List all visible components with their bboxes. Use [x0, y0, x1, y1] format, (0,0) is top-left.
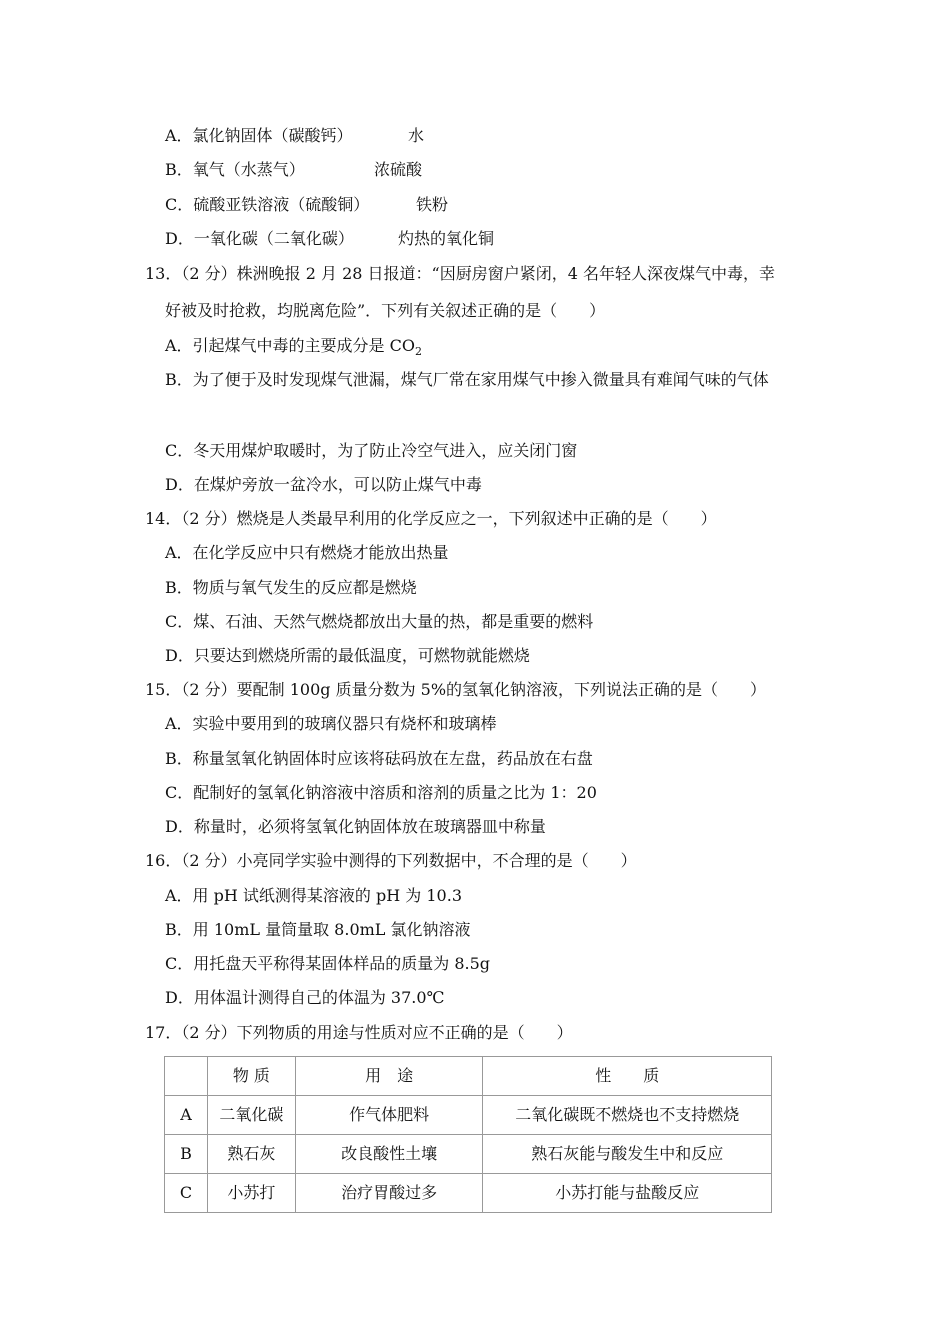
q17-row-property: 小苏打能与盐酸反应 [483, 1174, 772, 1213]
q13-option-c: C．冬天用煤炉取暖时，为了防止冷空气进入，应关闭门窗 [165, 441, 578, 460]
q17-row-property: 熟石灰能与酸发生中和反应 [483, 1135, 772, 1174]
q13-stem-line1: 13．（2 分）株洲晚报 2 月 28 日报道：“因厨房窗户紧闭，4 名年轻人深夜煤气中毒，幸 [145, 264, 775, 283]
q17-header-use: 用 途 [295, 1057, 483, 1096]
q17-row-use: 治疗胃酸过多 [295, 1174, 483, 1213]
q16-stem: 16．（2 分）小亮同学实验中测得的下列数据中，不合理的是（ ） [145, 851, 637, 870]
q12-option-c: C．硫酸亚铁溶液（硫酸铜） [165, 195, 370, 214]
q12-option-c-reagent: 铁粉 [416, 195, 449, 214]
q17-row-use: 改良酸性土壤 [295, 1135, 483, 1174]
q14-option-c: C．煤、石油、天然气燃烧都放出大量的热，都是重要的燃料 [165, 612, 594, 631]
q12-option-a-reagent: 水 [408, 126, 425, 145]
q14-stem: 14．（2 分）燃烧是人类最早利用的化学反应之一，下列叙述中正确的是（ ） [145, 509, 717, 528]
table-row [165, 1096, 772, 1135]
q15-option-b: B．称量氢氧化钠固体时应该将砝码放在左盘，药品放在右盘 [165, 749, 593, 768]
q17-header-blank [165, 1057, 208, 1096]
q12-option-d: D．一氧化碳（二氧化碳） [165, 229, 354, 248]
q14-option-d: D．只要达到燃烧所需的最低温度，可燃物就能燃烧 [165, 646, 530, 665]
q17-header-property: 性 质 [483, 1057, 772, 1096]
q12-option-b: B．氧气（水蒸气） [165, 160, 305, 179]
q17-table-header-row [165, 1057, 772, 1096]
q16-option-d: D．用体温计测得自己的体温为 37.0℃ [165, 988, 445, 1007]
q17-row-label: B [165, 1135, 208, 1174]
q12-option-b-reagent: 浓硫酸 [374, 160, 423, 179]
q12-option-d-reagent: 灼热的氧化铜 [398, 229, 495, 248]
q17-row-substance: 二氧化碳 [207, 1096, 295, 1135]
q16-option-b: B．用 10mL 量筒量取 8.0mL 氯化钠溶液 [165, 920, 471, 939]
q13-option-a [165, 336, 423, 359]
table-row [165, 1174, 772, 1213]
q17-row-substance: 熟石灰 [207, 1135, 295, 1174]
q17-row-substance: 小苏打 [207, 1174, 295, 1213]
table-row [165, 1135, 772, 1174]
q13-option-d: D．在煤炉旁放一盆冷水，可以防止煤气中毒 [165, 475, 482, 494]
q17-header-substance: 物 质 [207, 1057, 295, 1096]
q17-row-use: 作气体肥料 [295, 1096, 483, 1135]
q13-option-a-text: A．引起煤气中毒的主要成分是 CO [165, 336, 416, 355]
q14-option-a: A．在化学反应中只有燃烧才能放出热量 [165, 543, 449, 562]
q17-row-property: 二氧化碳既不燃烧也不支持燃烧 [483, 1096, 772, 1135]
q15-option-d: D．称量时，必须将氢氧化钠固体放在玻璃器皿中称量 [165, 817, 546, 836]
q13-option-b: B．为了便于及时发现煤气泄漏，煤气厂常在家用煤气中掺入微量具有难闻气味的气体 [165, 370, 769, 389]
q15-option-a: A．实验中要用到的玻璃仪器只有烧杯和玻璃棒 [165, 714, 497, 733]
q12-option-a: A．氯化钠固体（碳酸钙） [165, 126, 353, 145]
q15-option-c: C．配制好的氢氧化钠溶液中溶质和溶剂的质量之比为 1：20 [165, 783, 597, 802]
q15-stem: 15．（2 分）要配制 100g 质量分数为 5%的氢氧化钠溶液，下列说法正确的是（ ） [145, 680, 767, 699]
q16-option-c: C．用托盘天平称得某固体样品的质量为 8.5g [165, 954, 491, 973]
q13-stem-line2: 好被及时抢救，均脱离危险”．下列有关叙述正确的是（ ） [165, 301, 606, 320]
q14-option-b: B．物质与氧气发生的反应都是燃烧 [165, 578, 417, 597]
q16-option-a: A．用 pH 试纸测得某溶液的 pH 为 10.3 [165, 886, 463, 905]
q13-option-a-subscript: 2 [415, 345, 423, 359]
q17-row-label: A [165, 1096, 208, 1135]
q17-table [164, 1056, 772, 1213]
q17-stem: 17．（2 分）下列物质的用途与性质对应不正确的是（ ） [145, 1023, 573, 1042]
q17-row-label: C [165, 1174, 208, 1213]
